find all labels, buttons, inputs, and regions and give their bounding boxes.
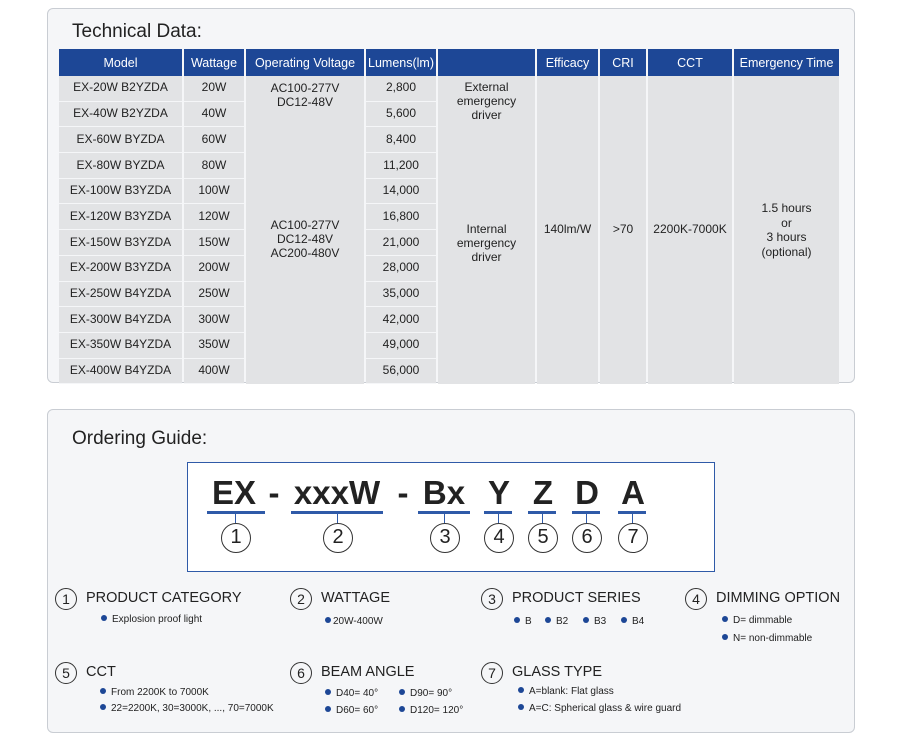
cell-cri: >70 [600, 76, 646, 384]
cell-efficacy: 140lm/W [537, 76, 598, 384]
cell-wattage: 150W [184, 230, 244, 256]
cell-model: EX-40W B2YZDA [59, 102, 182, 128]
bullet-icon [583, 617, 589, 623]
cell-lumens: 16,800 [366, 204, 436, 230]
legend-number: 7 [481, 662, 503, 684]
code-segment-dimming: Y [487, 474, 510, 511]
bullet-icon [399, 689, 405, 695]
cell-model: EX-80W BYZDA [59, 153, 182, 179]
cell-lumens: 11,200 [366, 153, 436, 179]
legend-option: B3 [583, 616, 606, 627]
cell-driver: External emergency driver [438, 76, 535, 127]
code-segment-wattage: xxxW [293, 474, 381, 511]
cell-lumens: 14,000 [366, 179, 436, 205]
legend-number: 2 [290, 588, 312, 610]
header-driver [438, 49, 535, 76]
code-number-2: 2 [323, 523, 353, 553]
legend-title: GLASS TYPE [512, 664, 602, 680]
bullet-icon [518, 687, 524, 693]
cell-model: EX-200W B3YZDA [59, 256, 182, 282]
cell-lumens: 35,000 [366, 282, 436, 308]
cell-lumens: 8,400 [366, 127, 436, 153]
code-segment-series: Bx [422, 474, 466, 511]
code-number-7: 7 [618, 523, 648, 553]
legend-number: 4 [685, 588, 707, 610]
legend-title: PRODUCT CATEGORY [86, 590, 242, 606]
cell-wattage: 350W [184, 333, 244, 359]
cell-model: EX-400W B4YZDA [59, 359, 182, 385]
legend-option: D= dimmable [722, 615, 792, 626]
ordering-guide-title: Ordering Guide: [72, 428, 208, 449]
code-segment-cct: Z [532, 474, 554, 511]
legend-option: B2 [545, 616, 568, 627]
cell-wattage: 60W [184, 127, 244, 153]
cell-wattage: 80W [184, 153, 244, 179]
code-connector [498, 514, 499, 523]
cell-operating-voltage: AC100-277V DC12-48V AC200-480V [246, 127, 364, 384]
ordering-guide-panel [47, 409, 855, 733]
legend-option: D120= 120° [399, 705, 463, 716]
cell-wattage: 120W [184, 204, 244, 230]
cell-model: EX-350W B4YZDA [59, 333, 182, 359]
bullet-icon [325, 706, 331, 712]
legend-option: B4 [621, 616, 644, 627]
legend-title: DIMMING OPTION [716, 590, 841, 606]
cell-lumens: 21,000 [366, 230, 436, 256]
code-segment-beam: D [575, 474, 599, 511]
legend-option: Explosion proof light [101, 614, 202, 625]
bullet-icon [722, 616, 728, 622]
code-dash: - [397, 474, 409, 511]
bullet-icon [722, 634, 728, 640]
bullet-icon [101, 615, 107, 621]
legend-option: D60= 60° [325, 705, 378, 716]
cell-lumens: 5,600 [366, 102, 436, 128]
bullet-icon [100, 688, 106, 694]
header-operating-voltage: Operating Voltage [246, 49, 364, 76]
bullet-icon [100, 704, 106, 710]
bullet-icon [325, 689, 331, 695]
cell-model: EX-20W B2YZDA [59, 76, 182, 102]
legend-option: D90= 90° [399, 688, 452, 699]
bullet-icon [545, 617, 551, 623]
bullet-icon [325, 617, 331, 623]
code-connector [586, 514, 587, 523]
legend-title: WATTAGE [321, 590, 391, 606]
technical-data-table [57, 49, 841, 384]
code-number-5: 5 [528, 523, 558, 553]
legend-option: N= non-dimmable [722, 633, 812, 644]
cell-wattage: 40W [184, 102, 244, 128]
legend-option: 20W-400W [325, 616, 383, 627]
cell-driver: Internal emergency driver [438, 127, 535, 384]
cell-lumens: 28,000 [366, 256, 436, 282]
technical-data-title: Technical Data: [72, 21, 202, 42]
cell-lumens: 2,800 [366, 76, 436, 102]
cell-wattage: 400W [184, 359, 244, 385]
legend-option: A=blank: Flat glass [518, 686, 614, 697]
legend-number: 5 [55, 662, 77, 684]
cell-emergency-time: 1.5 hours or 3 hours (optional) [734, 76, 839, 384]
cell-model: EX-300W B4YZDA [59, 307, 182, 333]
legend-number: 3 [481, 588, 503, 610]
cell-model: EX-60W BYZDA [59, 127, 182, 153]
code-connector [444, 514, 445, 523]
code-connector [337, 514, 338, 523]
code-connector [632, 514, 633, 523]
header-lumens: Lumens(lm) [366, 49, 436, 76]
cell-wattage: 250W [184, 282, 244, 308]
header-efficacy: Efficacy [537, 49, 598, 76]
bullet-icon [621, 617, 627, 623]
code-number-4: 4 [484, 523, 514, 553]
code-dash: - [268, 474, 280, 511]
table-row [59, 76, 839, 102]
cell-model: EX-100W B3YZDA [59, 179, 182, 205]
header-emergency-time: Emergency Time [734, 49, 839, 76]
cell-model: EX-250W B4YZDA [59, 282, 182, 308]
header-model: Model [59, 49, 182, 76]
ordering-code-box [187, 462, 715, 572]
cell-lumens: 42,000 [366, 307, 436, 333]
header-cri: CRI [600, 49, 646, 76]
legend-option: 22=2200K, 30=3000K, ..., 70=7000K [100, 703, 274, 714]
code-number-6: 6 [572, 523, 602, 553]
cell-wattage: 200W [184, 256, 244, 282]
cell-model: EX-120W B3YZDA [59, 204, 182, 230]
cell-operating-voltage: AC100-277V DC12-48V [246, 76, 364, 127]
cell-lumens: 49,000 [366, 333, 436, 359]
code-segment-glass: A [621, 474, 645, 511]
legend-option: A=C: Spherical glass & wire guard [518, 703, 681, 714]
bullet-icon [518, 704, 524, 710]
cell-wattage: 300W [184, 307, 244, 333]
legend-number: 6 [290, 662, 312, 684]
table-header-row [59, 49, 839, 76]
header-wattage: Wattage [184, 49, 244, 76]
code-connector [542, 514, 543, 523]
bullet-icon [514, 617, 520, 623]
cell-wattage: 20W [184, 76, 244, 102]
legend-option: B [514, 616, 532, 627]
code-underline [207, 511, 265, 514]
code-segment-category: EX [211, 474, 257, 511]
header-cct: CCT [648, 49, 732, 76]
legend-title: CCT [86, 664, 116, 680]
technical-data-panel [47, 8, 855, 383]
legend-option: D40= 40° [325, 688, 378, 699]
code-connector [235, 514, 236, 523]
code-number-3: 3 [430, 523, 460, 553]
cell-lumens: 56,000 [366, 359, 436, 385]
legend-title: PRODUCT SERIES [512, 590, 641, 606]
bullet-icon [399, 706, 405, 712]
legend-title: BEAM ANGLE [321, 664, 415, 680]
cell-cct: 2200K-7000K [648, 76, 732, 384]
code-number-1: 1 [221, 523, 251, 553]
cell-model: EX-150W B3YZDA [59, 230, 182, 256]
legend-option: From 2200K to 7000K [100, 687, 209, 698]
cell-wattage: 100W [184, 179, 244, 205]
legend-number: 1 [55, 588, 77, 610]
